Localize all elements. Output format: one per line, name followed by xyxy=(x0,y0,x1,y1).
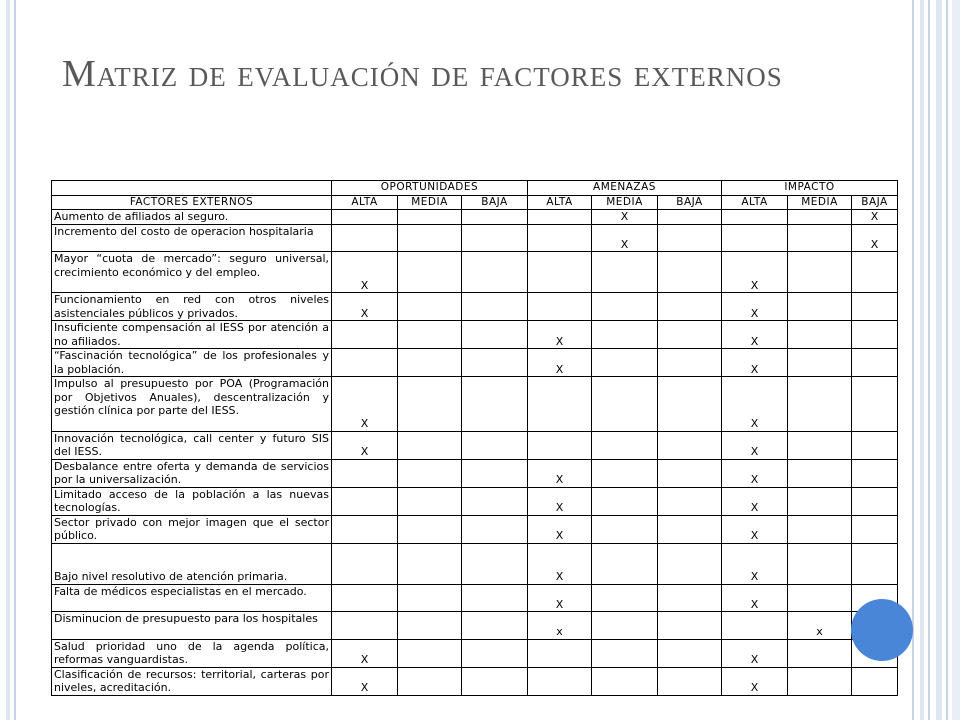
rating-cell xyxy=(528,210,592,225)
factor-row xyxy=(52,293,898,321)
level-header: ALTA xyxy=(332,195,398,210)
rating-cell xyxy=(658,377,722,432)
rating-cell xyxy=(332,543,398,584)
rating-cell: X xyxy=(332,377,398,432)
rating-cell xyxy=(852,459,898,487)
factor-label: Sector privado con mejor imagen que el sector público. xyxy=(52,515,332,543)
rating-cell xyxy=(398,321,462,349)
factor-row xyxy=(52,321,898,349)
rating-cell: X xyxy=(528,487,592,515)
rating-cell xyxy=(398,487,462,515)
rating-cell xyxy=(592,639,658,667)
rating-cell xyxy=(592,612,658,640)
factor-label: Mayor “cuota de mercado”: seguro universal, crecimiento económico y del empleo. xyxy=(52,252,332,293)
factor-row xyxy=(52,210,898,225)
rating-cell xyxy=(658,584,722,612)
factor-row xyxy=(52,515,898,543)
level-header: BAJA xyxy=(658,195,722,210)
rating-cell xyxy=(462,349,528,377)
rating-cell xyxy=(332,321,398,349)
level-header: BAJA xyxy=(462,195,528,210)
right-frame-line xyxy=(936,0,942,720)
rating-cell xyxy=(658,515,722,543)
rating-cell xyxy=(658,252,722,293)
rating-cell xyxy=(462,584,528,612)
factor-label: Desbalance entre oferta y demanda de servicios por la universalización. xyxy=(52,459,332,487)
factor-row xyxy=(52,224,898,252)
matrix-body xyxy=(52,210,898,696)
rating-cell xyxy=(398,543,462,584)
level-header: ALTA xyxy=(528,195,592,210)
rating-cell: X xyxy=(852,210,898,225)
header-oportunidades: OPORTUNIDADES xyxy=(332,181,528,196)
rating-cell xyxy=(528,377,592,432)
rating-cell xyxy=(592,543,658,584)
factor-row xyxy=(52,667,898,695)
rating-cell xyxy=(852,377,898,432)
rating-cell xyxy=(462,639,528,667)
rating-cell xyxy=(592,349,658,377)
rating-cell xyxy=(462,515,528,543)
rating-cell xyxy=(528,293,592,321)
rating-cell xyxy=(852,293,898,321)
rating-cell xyxy=(398,293,462,321)
rating-cell: X xyxy=(722,377,788,432)
rating-cell xyxy=(658,431,722,459)
rating-cell xyxy=(398,459,462,487)
rating-cell: X xyxy=(722,459,788,487)
rating-cell xyxy=(528,667,592,695)
rating-cell xyxy=(332,487,398,515)
header-impacto: IMPACTO xyxy=(722,181,898,196)
level-header: MEDIA xyxy=(788,195,852,210)
factor-row xyxy=(52,487,898,515)
rating-cell: X xyxy=(722,487,788,515)
rating-cell xyxy=(398,210,462,225)
factor-label: Impulso al presupuesto por POA (Programación por Objetivos Anuales), descentralización y gestión clínica por parte del IESS. xyxy=(52,377,332,432)
rating-cell xyxy=(462,224,528,252)
rating-cell xyxy=(658,459,722,487)
rating-cell xyxy=(462,459,528,487)
factor-row xyxy=(52,349,898,377)
left-frame-border xyxy=(0,0,16,720)
rating-cell xyxy=(398,252,462,293)
factor-label: Disminucion de presupuesto para los hospitales xyxy=(52,612,332,640)
factor-label: Funcionamiento en red con otros niveles asistenciales públicos y privados. xyxy=(52,293,332,321)
rating-cell xyxy=(528,639,592,667)
rating-cell xyxy=(852,431,898,459)
rating-cell: X xyxy=(528,515,592,543)
rating-cell xyxy=(398,349,462,377)
rating-cell xyxy=(592,377,658,432)
rating-cell: X xyxy=(332,293,398,321)
right-frame-border xyxy=(912,0,960,720)
rating-cell xyxy=(788,224,852,252)
rating-cell xyxy=(398,639,462,667)
rating-cell xyxy=(788,543,852,584)
rating-cell xyxy=(788,515,852,543)
factor-label: Bajo nivel resolutivo de atención primaria. xyxy=(52,543,332,584)
rating-cell xyxy=(528,224,592,252)
rating-cell: X xyxy=(332,639,398,667)
rating-cell xyxy=(852,252,898,293)
rating-cell xyxy=(658,667,722,695)
rating-cell: X xyxy=(722,252,788,293)
rating-cell: X xyxy=(722,639,788,667)
rating-cell xyxy=(592,293,658,321)
level-header: BAJA xyxy=(852,195,898,210)
rating-cell xyxy=(658,210,722,225)
right-frame-line xyxy=(920,0,924,720)
rating-cell xyxy=(332,459,398,487)
rating-cell xyxy=(852,349,898,377)
accent-circle xyxy=(851,599,913,661)
level-header: MEDIA xyxy=(592,195,658,210)
factor-label: Limitado acceso de la población a las nuevas tecnologías. xyxy=(52,487,332,515)
rating-cell xyxy=(788,377,852,432)
rating-cell xyxy=(462,321,528,349)
rating-cell xyxy=(788,431,852,459)
rating-cell: X xyxy=(722,349,788,377)
rating-cell: X xyxy=(528,321,592,349)
rating-cell xyxy=(398,377,462,432)
rating-cell xyxy=(462,252,528,293)
rating-cell: X xyxy=(528,543,592,584)
rating-cell xyxy=(462,377,528,432)
factor-row xyxy=(52,459,898,487)
rating-cell xyxy=(398,667,462,695)
factor-row xyxy=(52,584,898,612)
rating-cell xyxy=(398,224,462,252)
rating-cell: X xyxy=(592,210,658,225)
rating-cell xyxy=(332,612,398,640)
rating-cell xyxy=(788,321,852,349)
factor-row xyxy=(52,612,898,640)
rating-cell: X xyxy=(332,252,398,293)
right-frame-line xyxy=(946,0,948,720)
header-factores-externos: FACTORES EXTERNOS xyxy=(52,195,332,210)
rating-cell xyxy=(462,431,528,459)
right-frame-line xyxy=(928,0,930,720)
rating-cell: x xyxy=(788,612,852,640)
rating-cell xyxy=(592,515,658,543)
rating-cell: x xyxy=(528,612,592,640)
rating-cell xyxy=(332,210,398,225)
right-frame-line xyxy=(912,0,914,720)
rating-cell xyxy=(788,459,852,487)
rating-cell xyxy=(462,612,528,640)
rating-cell: X xyxy=(722,431,788,459)
rating-cell xyxy=(788,667,852,695)
rating-cell xyxy=(852,543,898,584)
right-frame-line xyxy=(952,0,960,720)
rating-cell: X xyxy=(332,667,398,695)
rating-cell: X xyxy=(528,349,592,377)
rating-cell xyxy=(658,293,722,321)
rating-cell xyxy=(332,584,398,612)
rating-cell xyxy=(398,584,462,612)
rating-cell xyxy=(528,252,592,293)
rating-cell xyxy=(788,293,852,321)
rating-cell xyxy=(722,612,788,640)
rating-cell xyxy=(332,515,398,543)
rating-cell xyxy=(658,487,722,515)
factor-row xyxy=(52,431,898,459)
factor-label: Aumento de afiliados al seguro. xyxy=(52,210,332,225)
rating-cell xyxy=(852,667,898,695)
rating-cell xyxy=(592,252,658,293)
rating-cell xyxy=(332,349,398,377)
rating-cell xyxy=(788,210,852,225)
rating-cell xyxy=(788,584,852,612)
rating-cell xyxy=(788,487,852,515)
rating-cell: X xyxy=(528,584,592,612)
external-factors-matrix xyxy=(51,180,898,696)
rating-cell xyxy=(852,487,898,515)
rating-cell xyxy=(592,459,658,487)
rating-cell xyxy=(462,487,528,515)
header-amenazas: AMENAZAS xyxy=(528,181,722,196)
rating-cell: X xyxy=(722,667,788,695)
level-header: MEDIA xyxy=(398,195,462,210)
factor-label: “Fascinación tecnológica” de los profesionales y la población. xyxy=(52,349,332,377)
factor-row xyxy=(52,377,898,432)
rating-cell xyxy=(398,515,462,543)
rating-cell: X xyxy=(592,224,658,252)
rating-cell xyxy=(462,293,528,321)
factor-label: Incremento del costo de operacion hospitalaria xyxy=(52,224,332,252)
factor-label: Falta de médicos especialistas en el mercado. xyxy=(52,584,332,612)
rating-cell xyxy=(462,667,528,695)
rating-cell xyxy=(852,515,898,543)
rating-cell: X xyxy=(528,459,592,487)
rating-cell xyxy=(722,210,788,225)
left-frame-inner-line xyxy=(6,0,10,720)
matrix-corner-cell xyxy=(52,181,332,196)
rating-cell xyxy=(658,224,722,252)
rating-cell xyxy=(332,224,398,252)
rating-cell xyxy=(658,349,722,377)
rating-cell xyxy=(592,584,658,612)
rating-cell: X xyxy=(722,543,788,584)
factor-label: Clasificación de recursos: territorial, carteras por niveles, acreditación. xyxy=(52,667,332,695)
rating-cell: X xyxy=(722,515,788,543)
rating-cell: X xyxy=(722,321,788,349)
rating-cell xyxy=(528,431,592,459)
rating-cell xyxy=(788,639,852,667)
rating-cell: X xyxy=(852,224,898,252)
rating-cell xyxy=(722,224,788,252)
factor-label: Insuficiente compensación al IESS por atención a no afiliados. xyxy=(52,321,332,349)
rating-cell xyxy=(398,431,462,459)
rating-cell xyxy=(658,612,722,640)
factor-row xyxy=(52,543,898,584)
slide-title: Matriz de evaluación de factores externos xyxy=(62,53,783,95)
rating-cell xyxy=(658,639,722,667)
rating-cell: X xyxy=(722,584,788,612)
rating-cell xyxy=(462,543,528,584)
rating-cell xyxy=(592,667,658,695)
rating-cell xyxy=(592,487,658,515)
rating-cell xyxy=(658,321,722,349)
rating-cell xyxy=(592,321,658,349)
level-header: ALTA xyxy=(722,195,788,210)
rating-cell: X xyxy=(332,431,398,459)
rating-cell xyxy=(788,349,852,377)
rating-cell xyxy=(788,252,852,293)
factor-row xyxy=(52,639,898,667)
rating-cell xyxy=(658,543,722,584)
rating-cell xyxy=(852,321,898,349)
rating-cell: X xyxy=(722,293,788,321)
factor-label: Innovación tecnológica, call center y futuro SIS del IESS. xyxy=(52,431,332,459)
factor-label: Salud prioridad uno de la agenda política, reformas vanguardistas. xyxy=(52,639,332,667)
rating-cell xyxy=(592,431,658,459)
rating-cell xyxy=(462,210,528,225)
factor-row xyxy=(52,252,898,293)
rating-cell xyxy=(398,612,462,640)
